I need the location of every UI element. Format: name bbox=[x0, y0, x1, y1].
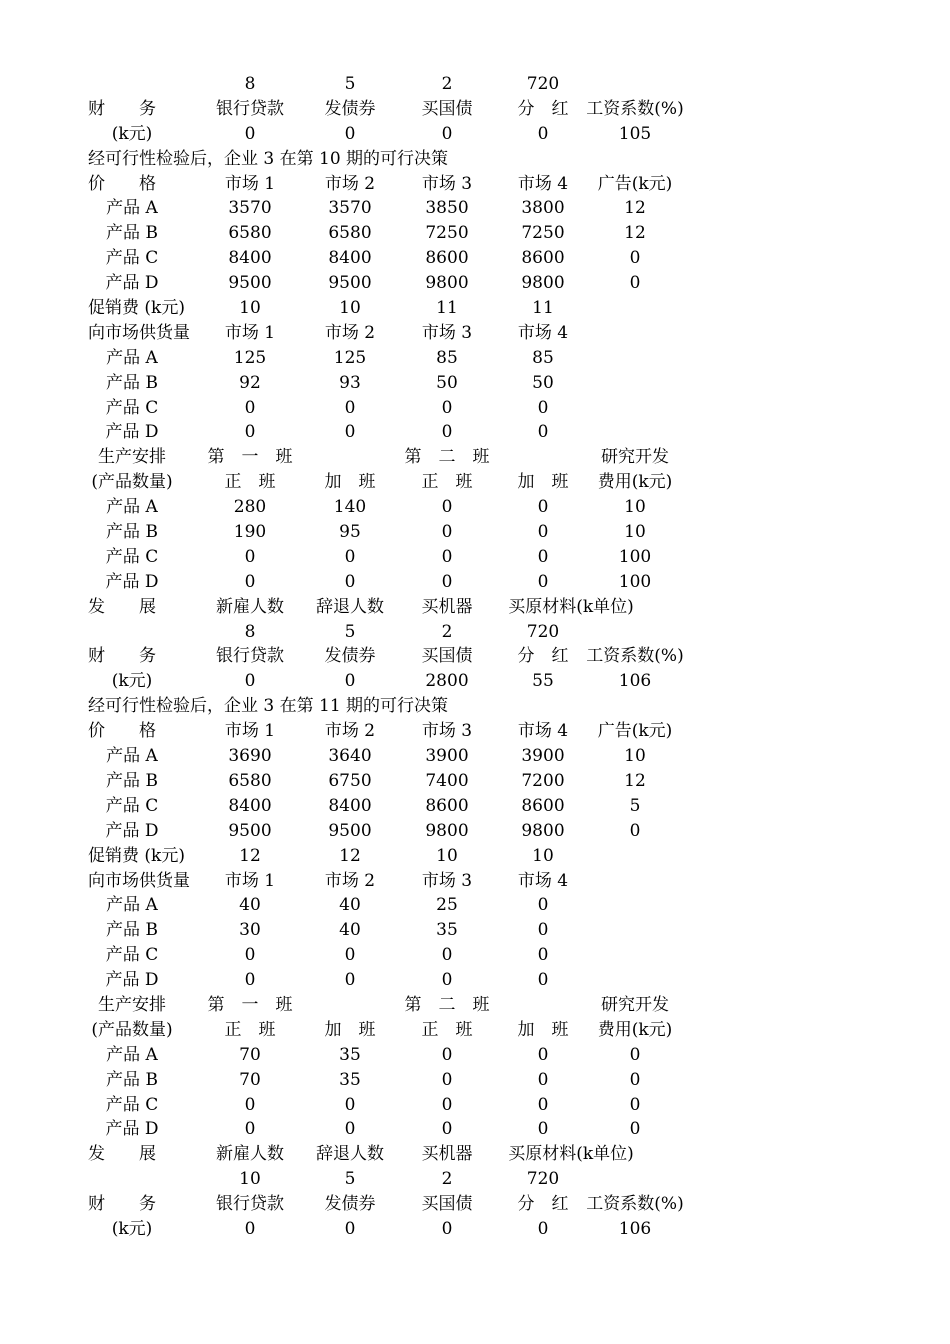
table-cell: 0 bbox=[441, 397, 453, 418]
table-cell: 生产安排 bbox=[98, 447, 166, 468]
table-cell: 0 bbox=[441, 497, 453, 518]
table-row bbox=[0, 196, 950, 221]
table-cell: 市场 4 bbox=[517, 173, 569, 194]
table-cell: 95 bbox=[339, 522, 361, 543]
table-row bbox=[0, 495, 950, 520]
table-row bbox=[0, 470, 950, 495]
table-cell: 9500 bbox=[228, 820, 272, 841]
table-cell: 加 班 bbox=[517, 1019, 569, 1040]
table-cell: 0 bbox=[344, 571, 356, 592]
table-row bbox=[0, 968, 950, 993]
table-cell: 70 bbox=[239, 1044, 261, 1065]
table-cell: 2 bbox=[441, 621, 453, 642]
table-cell: 第 一 班 bbox=[207, 994, 293, 1015]
table-cell: 6580 bbox=[228, 223, 272, 244]
table-cell: 工资系数(%) bbox=[586, 98, 684, 119]
table-cell: 工资系数(%) bbox=[586, 646, 684, 667]
table-cell: 8400 bbox=[328, 248, 372, 269]
table-cell: 0 bbox=[537, 571, 549, 592]
table-cell: 0 bbox=[537, 123, 549, 144]
table-cell: 产品 A bbox=[106, 497, 158, 518]
table-cell: 190 bbox=[233, 522, 267, 543]
table-cell: 35 bbox=[436, 920, 458, 941]
table-cell: 市场 1 bbox=[224, 870, 276, 891]
table-cell: 0 bbox=[629, 820, 641, 841]
table-row bbox=[0, 520, 950, 545]
table-cell: 分 红 bbox=[517, 1194, 569, 1215]
table-cell: 0 bbox=[629, 1069, 641, 1090]
table-row bbox=[0, 445, 950, 470]
table-cell: 市场 2 bbox=[324, 870, 376, 891]
row-label: 向市场供货量 bbox=[88, 870, 190, 891]
table-cell: 0 bbox=[344, 397, 356, 418]
table-cell: 5 bbox=[629, 795, 641, 816]
table-cell: 140 bbox=[333, 497, 367, 518]
table-cell: 正 班 bbox=[421, 1019, 473, 1040]
table-cell: 0 bbox=[244, 571, 256, 592]
table-cell: 加 班 bbox=[324, 472, 376, 493]
table-cell: 8 bbox=[244, 621, 256, 642]
table-cell: 产品 B bbox=[106, 522, 158, 543]
table-row bbox=[0, 620, 950, 645]
table-cell: 7250 bbox=[521, 223, 565, 244]
table-cell: 市场 2 bbox=[324, 322, 376, 343]
row-label: 促销费 (k元) bbox=[88, 298, 185, 319]
table-cell: 生产安排 bbox=[98, 994, 166, 1015]
table-cell: 0 bbox=[441, 571, 453, 592]
table-cell: 产品 A bbox=[106, 198, 158, 219]
table-cell: 0 bbox=[537, 1119, 549, 1140]
table-cell: 8400 bbox=[328, 795, 372, 816]
table-cell: 0 bbox=[537, 945, 549, 966]
table-cell: 3570 bbox=[328, 198, 372, 219]
table-cell: 发债券 bbox=[324, 98, 376, 119]
table-cell: 0 bbox=[244, 671, 256, 692]
table-cell: 0 bbox=[344, 1218, 356, 1239]
table-cell: 费用(k元) bbox=[597, 1019, 673, 1040]
table-cell: 106 bbox=[618, 671, 652, 692]
table-cell: 产品 A bbox=[106, 1044, 158, 1065]
table-row bbox=[0, 321, 950, 346]
section-heading: 经可行性检验后，企业 3 在第 11 期的可行决策 bbox=[88, 696, 449, 717]
table-cell: 0 bbox=[244, 422, 256, 443]
table-row bbox=[0, 545, 950, 570]
table-cell: 0 bbox=[537, 895, 549, 916]
row-label: 财 务 bbox=[88, 646, 156, 667]
row-label: 财 务 bbox=[88, 1194, 156, 1215]
table-cell: 9800 bbox=[521, 273, 565, 294]
table-cell: (k元) bbox=[111, 671, 153, 692]
table-cell: 产品 A bbox=[106, 347, 158, 368]
table-cell: 发债券 bbox=[324, 1194, 376, 1215]
table-cell: 0 bbox=[244, 123, 256, 144]
table-cell: 8600 bbox=[425, 795, 469, 816]
table-cell: 0 bbox=[537, 1218, 549, 1239]
table-cell: 10 bbox=[436, 845, 458, 866]
table-cell: 0 bbox=[629, 1094, 641, 1115]
table-cell: 市场 3 bbox=[421, 173, 473, 194]
table-cell: 9800 bbox=[521, 820, 565, 841]
table-cell: 0 bbox=[629, 1044, 641, 1065]
table-cell: 2800 bbox=[425, 671, 469, 692]
table-cell: 25 bbox=[436, 895, 458, 916]
table-cell: 40 bbox=[339, 895, 361, 916]
table-cell: 产品 C bbox=[105, 397, 159, 418]
table-cell: 3900 bbox=[425, 746, 469, 767]
section-heading: 经可行性检验后，企业 3 在第 10 期的可行决策 bbox=[88, 148, 449, 169]
table-row bbox=[0, 221, 950, 246]
table-cell: 买机器 bbox=[421, 1144, 473, 1165]
table-row bbox=[0, 893, 950, 918]
table-row bbox=[0, 943, 950, 968]
table-cell: 市场 1 bbox=[224, 721, 276, 742]
table-cell: 0 bbox=[244, 546, 256, 567]
table-cell: (产品数量) bbox=[91, 472, 173, 493]
table-row bbox=[0, 993, 950, 1018]
table-cell: 0 bbox=[244, 1094, 256, 1115]
table-cell: 产品 B bbox=[106, 372, 158, 393]
table-cell: 10 bbox=[532, 845, 554, 866]
table-cell: 产品 C bbox=[105, 248, 159, 269]
table-cell: 0 bbox=[629, 273, 641, 294]
table-cell: 第 一 班 bbox=[207, 447, 293, 468]
table-cell: 产品 D bbox=[105, 422, 159, 443]
table-cell: 35 bbox=[339, 1069, 361, 1090]
table-row bbox=[0, 420, 950, 445]
table-cell: 费用(k元) bbox=[597, 472, 673, 493]
row-label: 价 格 bbox=[88, 721, 156, 742]
table-row bbox=[0, 1167, 950, 1192]
table-cell: 9500 bbox=[228, 273, 272, 294]
table-cell: 市场 1 bbox=[224, 322, 276, 343]
table-cell: 2 bbox=[441, 74, 453, 94]
table-cell: 0 bbox=[629, 1119, 641, 1140]
table-cell: 8400 bbox=[228, 248, 272, 269]
row-label: 发 展 bbox=[88, 596, 156, 617]
table-cell: 0 bbox=[537, 1094, 549, 1115]
table-cell: 0 bbox=[344, 1119, 356, 1140]
table-cell: 银行贷款 bbox=[216, 646, 284, 667]
table-row bbox=[0, 1192, 950, 1217]
table-row bbox=[0, 1068, 950, 1093]
table-cell: 12 bbox=[239, 845, 261, 866]
table-row bbox=[0, 819, 950, 844]
table-cell: 0 bbox=[244, 1119, 256, 1140]
document-body bbox=[0, 72, 950, 1242]
table-cell: 50 bbox=[436, 372, 458, 393]
table-cell: 5 bbox=[344, 74, 356, 94]
table-row bbox=[0, 769, 950, 794]
table-cell: 3570 bbox=[228, 198, 272, 219]
table-cell: 0 bbox=[441, 1044, 453, 1065]
table-cell: 9500 bbox=[328, 273, 372, 294]
table-cell: 0 bbox=[441, 422, 453, 443]
table-cell: 6580 bbox=[328, 223, 372, 244]
table-cell: 0 bbox=[244, 945, 256, 966]
table-cell: 12 bbox=[624, 198, 646, 219]
table-cell: 105 bbox=[618, 123, 652, 144]
table-cell: 0 bbox=[537, 970, 549, 991]
table-cell: 加 班 bbox=[517, 472, 569, 493]
table-cell: 0 bbox=[344, 970, 356, 991]
table-cell: 0 bbox=[537, 397, 549, 418]
table-cell: 分 红 bbox=[517, 98, 569, 119]
table-cell: 100 bbox=[618, 571, 652, 592]
table-row bbox=[0, 570, 950, 595]
table-cell: 0 bbox=[344, 422, 356, 443]
table-cell: 0 bbox=[244, 970, 256, 991]
table-cell: 第 二 班 bbox=[404, 994, 490, 1015]
table-cell: 产品 C bbox=[105, 795, 159, 816]
table-cell: 产品 C bbox=[105, 546, 159, 567]
table-cell: 7400 bbox=[425, 770, 469, 791]
table-cell: 10 bbox=[239, 298, 261, 319]
table-cell: 2 bbox=[441, 1169, 453, 1190]
table-cell: 市场 1 bbox=[224, 173, 276, 194]
table-cell: 产品 A bbox=[106, 746, 158, 767]
table-cell: 市场 4 bbox=[517, 870, 569, 891]
table-cell: 市场 2 bbox=[324, 173, 376, 194]
table-cell: 市场 2 bbox=[324, 721, 376, 742]
table-cell: 广告(k元) bbox=[597, 173, 673, 194]
table-cell: 0 bbox=[344, 546, 356, 567]
section-heading-row bbox=[0, 147, 950, 172]
table-cell: 40 bbox=[239, 895, 261, 916]
table-cell: 35 bbox=[339, 1044, 361, 1065]
table-row bbox=[0, 1142, 950, 1167]
table-cell: 分 红 bbox=[517, 646, 569, 667]
table-row bbox=[0, 719, 950, 744]
table-cell: 8600 bbox=[521, 248, 565, 269]
table-cell: 0 bbox=[344, 671, 356, 692]
table-cell: 55 bbox=[532, 671, 554, 692]
table-cell: 0 bbox=[344, 123, 356, 144]
table-row bbox=[0, 296, 950, 321]
table-cell: 产品 B bbox=[106, 920, 158, 941]
table-cell: 0 bbox=[537, 1069, 549, 1090]
table-row bbox=[0, 271, 950, 296]
table-cell: 买国债 bbox=[421, 98, 473, 119]
table-cell: 10 bbox=[624, 522, 646, 543]
table-cell: 产品 C bbox=[105, 945, 159, 966]
section-heading-row bbox=[0, 694, 950, 719]
table-cell: 720 bbox=[526, 1169, 560, 1190]
table-cell: 0 bbox=[344, 945, 356, 966]
table-cell: 0 bbox=[441, 970, 453, 991]
table-cell: 3690 bbox=[228, 746, 272, 767]
table-cell: 产品 D bbox=[105, 1119, 159, 1140]
table-cell: 产品 B bbox=[106, 1069, 158, 1090]
table-row bbox=[0, 346, 950, 371]
table-cell: 720 bbox=[526, 621, 560, 642]
table-cell: 市场 4 bbox=[517, 721, 569, 742]
table-cell: 12 bbox=[624, 770, 646, 791]
table-cell: 30 bbox=[239, 920, 261, 941]
table-cell: 10 bbox=[624, 746, 646, 767]
table-cell: 720 bbox=[526, 74, 560, 94]
table-row bbox=[0, 794, 950, 819]
table-cell: 新雇人数 bbox=[216, 1144, 284, 1165]
table-cell: 0 bbox=[537, 422, 549, 443]
table-cell: 买机器 bbox=[421, 596, 473, 617]
table-row bbox=[0, 1217, 950, 1242]
table-row bbox=[0, 669, 950, 694]
table-cell: 研究开发 bbox=[601, 994, 669, 1015]
table-row bbox=[0, 246, 950, 271]
table-cell: 3800 bbox=[521, 198, 565, 219]
table-cell: 70 bbox=[239, 1069, 261, 1090]
table-cell: 6580 bbox=[228, 770, 272, 791]
table-cell: 8600 bbox=[521, 795, 565, 816]
table-cell: 0 bbox=[441, 123, 453, 144]
table-cell: 11 bbox=[436, 298, 458, 319]
table-cell: 0 bbox=[537, 1044, 549, 1065]
table-row bbox=[0, 97, 950, 122]
table-cell: 市场 3 bbox=[421, 870, 473, 891]
table-cell: 买国债 bbox=[421, 646, 473, 667]
table-cell: 3640 bbox=[328, 746, 372, 767]
table-cell: 7250 bbox=[425, 223, 469, 244]
row-label: 价 格 bbox=[88, 173, 156, 194]
table-cell: 8 bbox=[244, 74, 256, 94]
table-cell: 50 bbox=[532, 372, 554, 393]
table-cell: 产品 A bbox=[106, 895, 158, 916]
table-row bbox=[0, 1018, 950, 1043]
table-cell: 0 bbox=[537, 522, 549, 543]
table-cell: 10 bbox=[339, 298, 361, 319]
table-row bbox=[0, 1093, 950, 1118]
table-cell: 0 bbox=[537, 920, 549, 941]
table-cell: 新雇人数 bbox=[216, 596, 284, 617]
table-cell: 125 bbox=[233, 347, 267, 368]
table-cell: 0 bbox=[537, 497, 549, 518]
table-cell: 产品 D bbox=[105, 820, 159, 841]
table-cell: 研究开发 bbox=[601, 447, 669, 468]
table-cell: 10 bbox=[239, 1169, 261, 1190]
table-cell: 85 bbox=[532, 347, 554, 368]
table-row bbox=[0, 869, 950, 894]
table-cell: 6750 bbox=[328, 770, 372, 791]
table-cell: 125 bbox=[333, 347, 367, 368]
table-cell: 10 bbox=[624, 497, 646, 518]
table-cell: 产品 D bbox=[105, 571, 159, 592]
table-cell: 0 bbox=[441, 945, 453, 966]
table-cell: 85 bbox=[436, 347, 458, 368]
table-cell: 0 bbox=[441, 1218, 453, 1239]
table-cell: 9800 bbox=[425, 820, 469, 841]
table-row bbox=[0, 371, 950, 396]
table-cell: 辞退人数 bbox=[316, 1144, 384, 1165]
row-label: 发 展 bbox=[88, 1144, 156, 1165]
table-cell: 第 二 班 bbox=[404, 447, 490, 468]
table-cell: 3900 bbox=[521, 746, 565, 767]
table-cell: 12 bbox=[339, 845, 361, 866]
table-cell: (k元) bbox=[111, 1218, 153, 1239]
table-cell: 银行贷款 bbox=[216, 98, 284, 119]
table-row bbox=[0, 72, 950, 97]
table-cell: (产品数量) bbox=[91, 1019, 173, 1040]
table-row bbox=[0, 844, 950, 869]
table-cell: 0 bbox=[629, 248, 641, 269]
table-cell: 正 班 bbox=[421, 472, 473, 493]
table-row bbox=[0, 1043, 950, 1068]
table-cell: 产品 C bbox=[105, 1094, 159, 1115]
table-cell: 92 bbox=[239, 372, 261, 393]
table-cell: (k元) bbox=[111, 123, 153, 144]
table-cell: 9800 bbox=[425, 273, 469, 294]
table-row bbox=[0, 1117, 950, 1142]
table-cell: 市场 4 bbox=[517, 322, 569, 343]
table-cell: 0 bbox=[537, 546, 549, 567]
table-cell: 0 bbox=[441, 1119, 453, 1140]
table-cell: 产品 B bbox=[106, 770, 158, 791]
table-cell: 买原材料(k单位) bbox=[508, 596, 634, 617]
table-cell: 发债券 bbox=[324, 646, 376, 667]
table-cell: 3850 bbox=[425, 198, 469, 219]
table-cell: 7200 bbox=[521, 770, 565, 791]
table-row bbox=[0, 122, 950, 147]
table-cell: 106 bbox=[618, 1218, 652, 1239]
row-label: 向市场供货量 bbox=[88, 322, 190, 343]
table-cell: 工资系数(%) bbox=[586, 1194, 684, 1215]
table-cell: 8400 bbox=[228, 795, 272, 816]
table-cell: 产品 D bbox=[105, 970, 159, 991]
table-cell: 产品 D bbox=[105, 273, 159, 294]
table-cell: 银行贷款 bbox=[216, 1194, 284, 1215]
table-row bbox=[0, 396, 950, 421]
table-cell: 广告(k元) bbox=[597, 721, 673, 742]
table-row bbox=[0, 172, 950, 197]
table-row bbox=[0, 595, 950, 620]
row-label: 促销费 (k元) bbox=[88, 845, 185, 866]
table-cell: 5 bbox=[344, 621, 356, 642]
table-cell: 正 班 bbox=[224, 1019, 276, 1040]
row-label: 财 务 bbox=[88, 98, 156, 119]
table-cell: 0 bbox=[441, 546, 453, 567]
table-cell: 40 bbox=[339, 920, 361, 941]
table-cell: 100 bbox=[618, 546, 652, 567]
table-cell: 8600 bbox=[425, 248, 469, 269]
table-cell: 0 bbox=[344, 1094, 356, 1115]
table-cell: 产品 B bbox=[106, 223, 158, 244]
table-cell: 加 班 bbox=[324, 1019, 376, 1040]
table-cell: 辞退人数 bbox=[316, 596, 384, 617]
table-cell: 12 bbox=[624, 223, 646, 244]
table-cell: 买原材料(k单位) bbox=[508, 1144, 634, 1165]
table-cell: 0 bbox=[441, 1069, 453, 1090]
table-row bbox=[0, 644, 950, 669]
table-cell: 11 bbox=[532, 298, 554, 319]
table-row bbox=[0, 744, 950, 769]
table-cell: 市场 3 bbox=[421, 721, 473, 742]
table-cell: 280 bbox=[233, 497, 267, 518]
table-cell: 5 bbox=[344, 1169, 356, 1190]
table-cell: 市场 3 bbox=[421, 322, 473, 343]
table-row bbox=[0, 918, 950, 943]
table-cell: 正 班 bbox=[224, 472, 276, 493]
table-cell: 9500 bbox=[328, 820, 372, 841]
table-cell: 0 bbox=[441, 1094, 453, 1115]
table-cell: 0 bbox=[244, 1218, 256, 1239]
table-cell: 买国债 bbox=[421, 1194, 473, 1215]
table-cell: 0 bbox=[441, 522, 453, 543]
table-cell: 0 bbox=[244, 397, 256, 418]
table-cell: 93 bbox=[339, 372, 361, 393]
